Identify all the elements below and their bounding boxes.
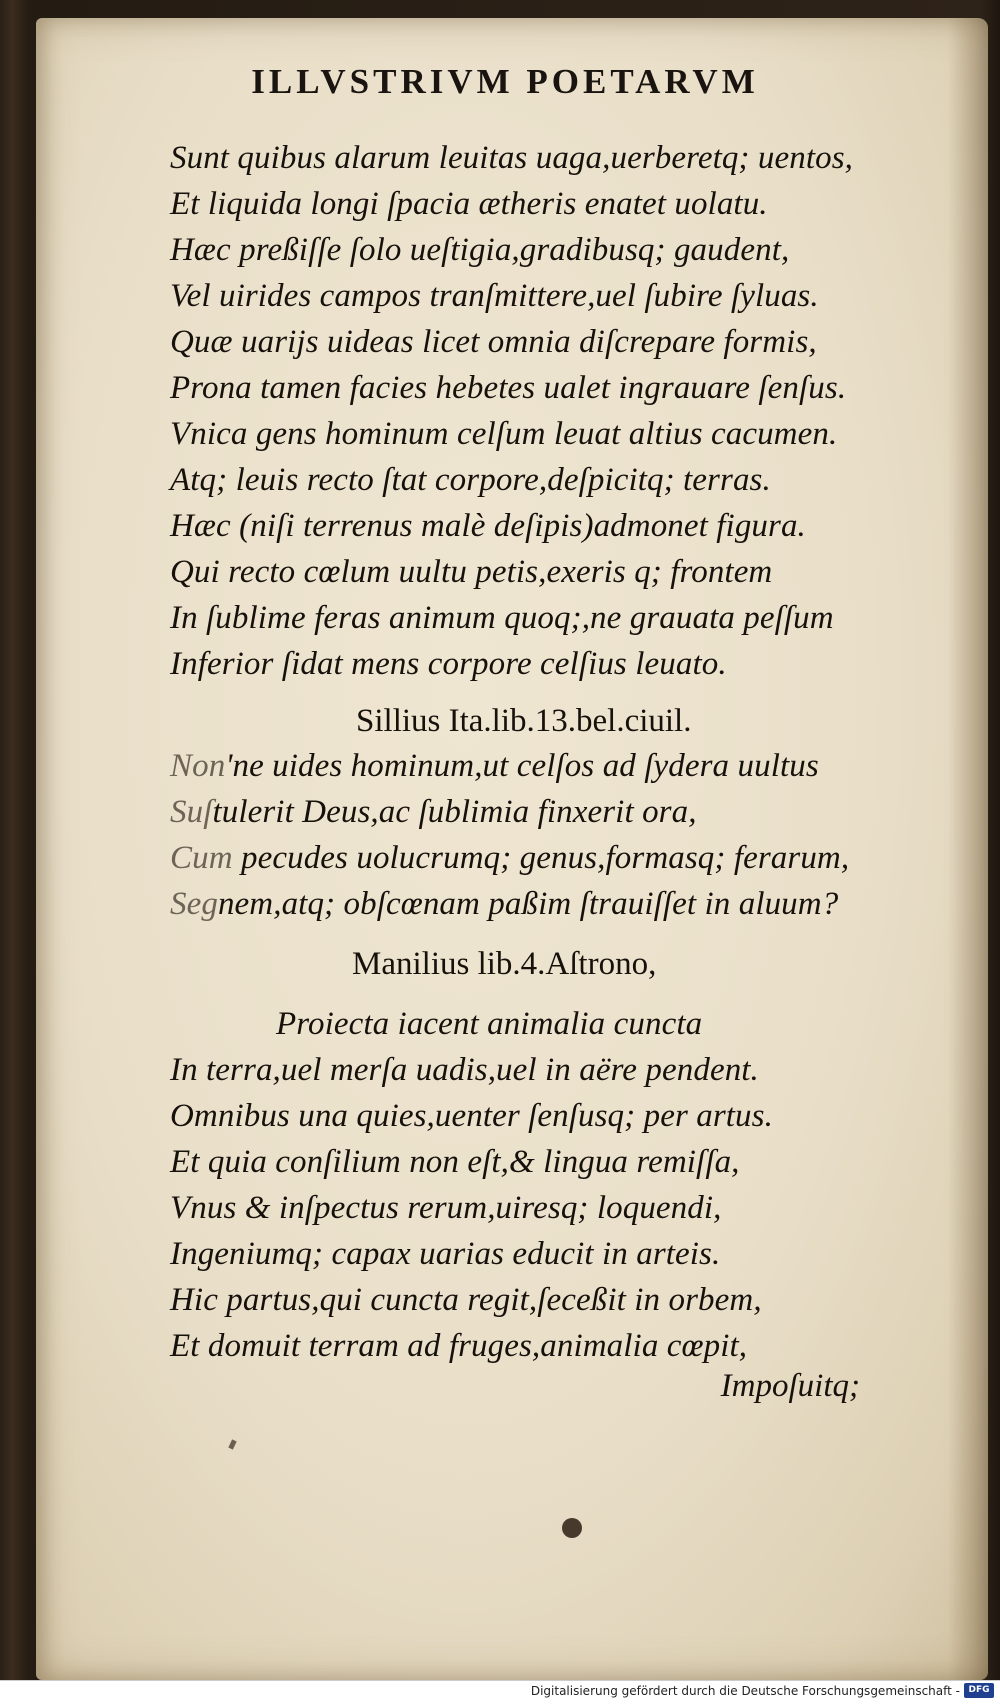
verse-line: Hæc preßiſſe ſolo ueſtigia,gradibusq; gaudent, — [170, 232, 790, 268]
verse-line: Et liquida longi ſpacia ætheris enatet uolatu. — [170, 186, 768, 222]
ink-blot — [562, 1518, 582, 1538]
verse-line: Et domuit terram ad fruges,animalia cœpit, — [170, 1328, 748, 1364]
verse-line: Quæ uarijs uideas licet omnia diſcrepare formis, — [170, 324, 817, 360]
verse-line: Prona tamen facies hebetes ualet ingrauare ſenſus. — [170, 370, 847, 406]
page-gutter-shadow — [948, 18, 988, 1680]
verse-line: Suſtulerit Deus,ac ſublimia finxerit ora, — [170, 794, 697, 830]
verse-line: Cum pecudes uolucrumq; genus,formasq; ferarum, — [170, 840, 850, 876]
verse-line: Ingeniumq; capax uarias educit in arteis. — [170, 1236, 721, 1272]
source-heading-silius: Sillius Ita.lib.13.bel.ciuil. — [356, 703, 692, 739]
running-head: ILLVSTRIVM POETARVM — [251, 62, 759, 101]
verse-line: Et quia conſilium non eſt,& lingua remiſſa, — [170, 1144, 740, 1180]
verse-line: Vel uirides campos tranſmittere,uel ſubire ſyluas. — [170, 278, 819, 314]
verse-line: Hic partus,qui cuncta regit,ſeceßit in orbem, — [170, 1282, 762, 1318]
verse-line: In ſublime feras animum quoq;,ne grauata peſſum — [170, 600, 834, 636]
digitization-credit: Digitalisierung gefördert durch die Deutsche Forschungsgemeinschaft - — [530, 1684, 960, 1698]
dfg-logo-icon: DFG — [964, 1683, 994, 1698]
verse-line: Vnus & inſpectus rerum,uiresq; loquendi, — [170, 1190, 722, 1226]
verse-line: In terra,uel merſa uadis,uel in aëre pendent. — [170, 1052, 759, 1088]
verse-line: Hæc (niſi terrenus malè deſipis)admonet figura. — [170, 508, 806, 544]
verse-line: Proiecta iacent animalia cuncta — [276, 1006, 703, 1042]
verse-line: Non'ne uides hominum,ut celſos ad ſydera uultus — [170, 748, 819, 784]
verse-line: Vnica gens hominum celſum leuat altius cacumen. — [170, 416, 838, 452]
verse-line: Segnem,atq; obſcœnam paßim ſtrauiſſet in aluum? — [170, 886, 839, 922]
catchword: Impoſuitq; — [720, 1368, 860, 1404]
verse-line: Sunt quibus alarum leuitas uaga,uerberetq; uentos, — [170, 140, 853, 176]
verse-line: Omnibus una quies,uenter ſenſusq; per artus. — [170, 1098, 773, 1134]
verse-line: Inferior ſidat mens corpore celſius leuato. — [170, 646, 727, 682]
verse-line: Atq; leuis recto ſtat corpore,deſpicitq; terras. — [170, 462, 771, 498]
verse-line: Qui recto cœlum uultu petis,exeris q; frontem — [170, 554, 773, 590]
source-heading-manilius: Manilius lib.4.Aſtrono, — [352, 946, 657, 982]
